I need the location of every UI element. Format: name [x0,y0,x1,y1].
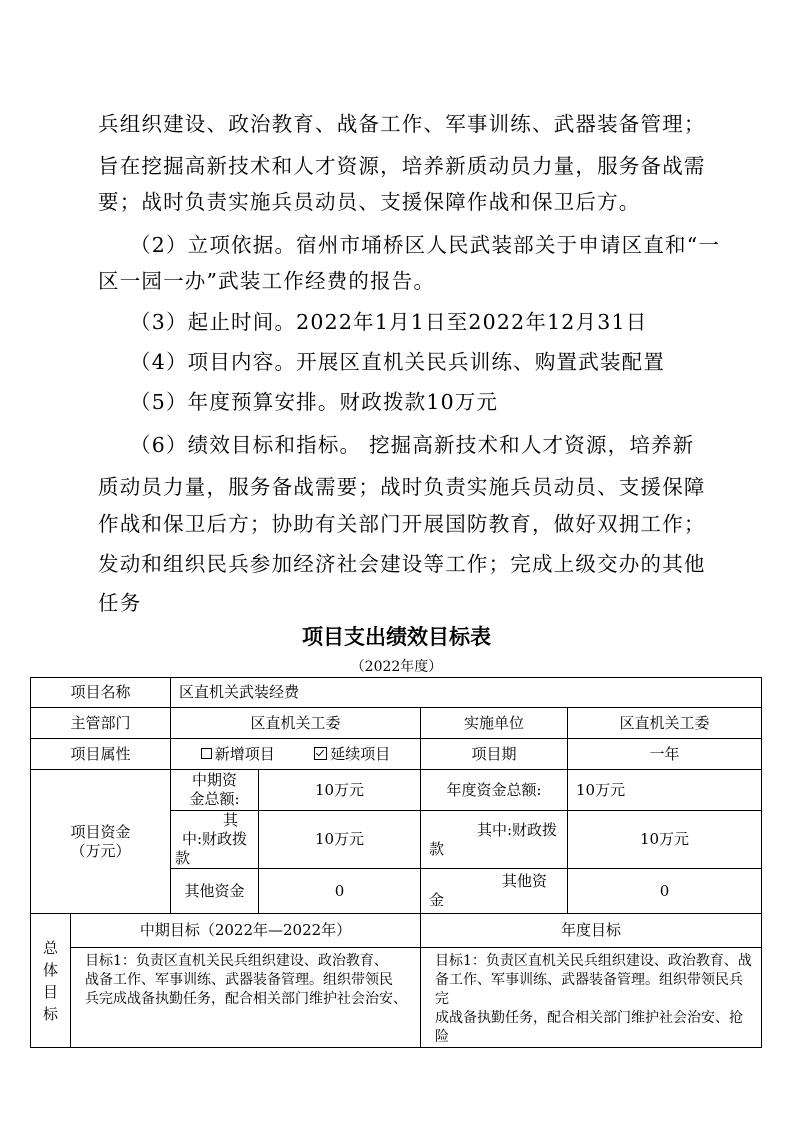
text-line: 兵组织建设、政治教育、战备工作、军事训练、武器装备管理； [98,112,706,136]
table-title: 项目支出绩效目标表 [302,625,491,649]
goal-label-char: 体 [42,960,58,979]
goal-line: 兵完成战备执勤任务，配合相关部门维护社会治安、 [85,991,407,1007]
goal-line: 成战备执勤任务，配合相关部门维护社会治安、抢险 [435,1010,744,1045]
mid-total-label [171,770,259,811]
annual-total-label: 年度资金总额: [421,770,568,811]
goal-line: 备工作、军事训练、武器装备管理。组织带领民兵完 [435,972,744,1007]
performance-target-table [30,677,762,1048]
other-funds-label: 其他资金 [171,869,259,914]
attr-continue-label: 延续项目 [330,744,391,763]
annual-goal-text [421,948,762,1048]
funds-label-line: （万元） [70,841,131,860]
paragraph-5: （5）年度预算安排。财政拨款10万元 [130,390,499,414]
label-line: 金总额: [189,790,240,808]
paragraph-3: （3）起止时间。2022年1月1日至2022年12月31日 [130,310,648,334]
text-line: 旨在挖掘高新技术和人才资源，培养新质动员力量，服务备战需 [98,154,706,178]
dept-value: 区直机关工委 [171,708,421,739]
checked-box-icon [314,747,327,760]
text-line: 作战和保卫后方；协助有关部门开展国防教育，做好双拥工作； [98,512,706,536]
label-line: 金 [429,891,445,909]
funds-label-line: 项目资金 [70,822,131,841]
goal-line: 战备工作、军事训练、武器装备管理。组织带领民 [85,972,393,988]
overall-goal-label [31,914,71,1048]
label-line: 中:财政拨 [181,830,248,848]
annual-other-value: 0 [568,869,762,914]
annual-other-label [421,869,568,914]
text-line: 质动员力量，服务备战需要；战时负责实施兵员动员、支援保障 [98,475,706,499]
impl-value: 区直机关工委 [568,708,762,739]
period-label: 项目期 [421,739,568,770]
table-row [31,770,762,811]
annual-fiscal-value: 10万元 [568,811,762,869]
label-line: 款 [429,839,445,858]
period-value: 一年 [568,739,762,770]
annual-goal-header: 年度目标 [421,914,762,948]
label-line: 其他资 [502,872,548,890]
mid-goal-header: 中期目标（2022年—2022年） [71,914,421,948]
label-line: 中期资 [192,771,238,789]
goal-line: 目标1：负责区直机关民兵组织建设、政治教育、战 [435,953,752,969]
annual-total-value: 10万元 [568,770,762,811]
funds-label [31,770,171,914]
table-row [31,678,762,708]
table-row [31,914,762,948]
dept-label: 主管部门 [31,708,171,739]
table-row [31,739,762,770]
paragraph-4: （4）项目内容。开展区直机关民兵训练、购置武装配置 [130,350,666,374]
attr-new-label: 新增项目 [214,744,275,763]
goal-line: 目标1：负责区直机关民兵组织建设、政治教育、 [85,953,388,969]
label-line: 其 [223,811,239,829]
table-row [31,948,762,1048]
impl-label: 实施单位 [421,708,568,739]
label-line: 款 [175,849,191,867]
mid-fiscal-label [171,811,259,869]
mid-total-value: 10万元 [259,770,421,811]
text-line: （2）立项依据。宿州市埇桥区人民武装部关于申请区直和“一 [130,233,721,257]
text-line: 发动和组织民兵参加经济社会建设等工作；完成上级交办的其他 [98,552,706,576]
goal-label-char: 标 [42,1004,58,1023]
goal-label-char: 总 [42,938,58,957]
text-line: 任务 [98,591,142,615]
other-funds-value: 0 [259,869,421,914]
checkbox-icon [201,748,212,759]
label-line: 其中:财政拨 [476,820,558,839]
project-name-value: 区直机关武装经费 [171,678,762,708]
attr-label: 项目属性 [31,739,171,770]
project-name-label: 项目名称 [31,678,171,708]
mid-goal-text [71,948,421,1048]
table-row [31,708,762,739]
attr-options [171,739,421,770]
table-subtitle: （2022年度） [350,659,443,675]
text-line: 区一园一办”武装工作经费的报告。 [98,269,436,293]
goal-label-char: 目 [42,982,58,1001]
text-line: （6）绩效目标和指标。 挖掘高新技术和人才资源，培养新 [130,433,695,457]
mid-fiscal-value: 10万元 [259,811,421,869]
annual-fiscal-label [421,811,568,869]
text-line: 要；战时负责实施兵员动员、支援保障作战和保卫后方。 [98,190,641,214]
